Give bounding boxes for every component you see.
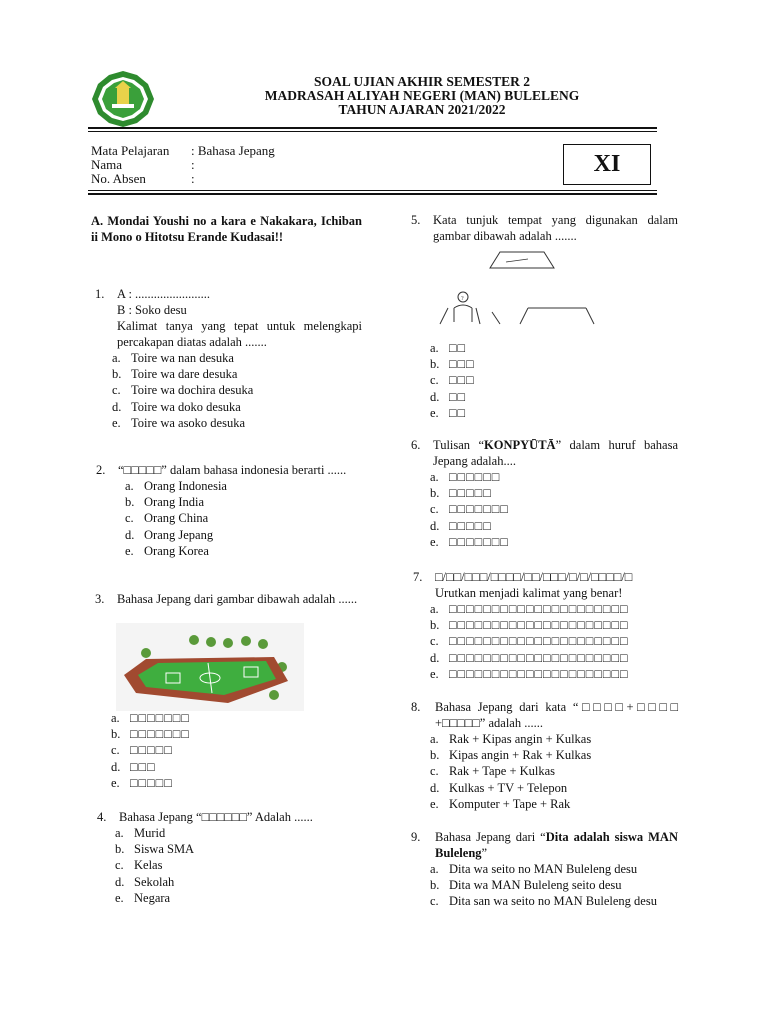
q7-word-list: □/□□/□□□/□□□□/□□/□□□/□/□/□□□□/□ (435, 570, 633, 584)
q8-option-d: d. Kulkas + TV + Telepon (430, 780, 568, 795)
header-title-1: SOAL UJIAN AKHIR SEMESTER 2 (313, 74, 531, 89)
q7-option-e: e. □□□□□□□□□□□□□□□□□□□□□ (430, 666, 629, 681)
label-no-absen: No. Absen (91, 171, 146, 186)
q9-text: Bahasa Jepang dari “Dita adalah siswa MAN Buleleng” (435, 830, 678, 860)
q1-option-d: d. Toire wa doko desuka (112, 399, 241, 414)
q8-options (430, 731, 678, 812)
header-title-3: TAHUN AJARAN 2021/2022 (338, 102, 506, 117)
q6-options (430, 469, 678, 550)
q4-options (115, 825, 362, 906)
q2-option-b: b. Orang India (125, 495, 205, 510)
q8-option-b: b. Kipas angin + Rak + Kulkas (430, 748, 592, 763)
q6-option-c: c. □□□□□□□ (430, 502, 509, 517)
q4-option-a: a. Murid (115, 826, 166, 840)
q5-option-b: b. □□□ (430, 357, 475, 372)
header-rule-thin (88, 131, 657, 132)
school-logo (90, 70, 156, 128)
header-title-2: MADRASAH ALIYAH NEGERI (MAN) BULELENG (264, 88, 580, 103)
q1-option-c: c. Toire wa dochira desuka (112, 383, 254, 398)
q4-option-b: b. Siswa SMA (115, 842, 195, 857)
q1-option-a: a. Toire wa nan desuka (112, 351, 234, 365)
question-5 (408, 212, 678, 244)
q6-option-e: e. □□□□□□□ (430, 534, 509, 549)
svg-text:?: ? (461, 296, 464, 302)
q7-number: 7. (413, 570, 423, 584)
q3-text: Bahasa Jepang dari gambar dibawah adalah ...... (117, 592, 358, 606)
q3-options (111, 710, 190, 791)
q5-option-a: a. □□ (430, 341, 467, 355)
q8-text: Bahasa Jepang dari kata “□□□□+□□□□ +□□□□□” adalah ...... (435, 700, 678, 730)
value-mata-pelajaran: : Bahasa Jepang (191, 143, 275, 158)
q4-text: Bahasa Jepang “□□□□□□” Adalah ...... (119, 810, 313, 824)
q9-number: 9. (411, 830, 421, 844)
q4-option-e: e. Negara (115, 890, 171, 905)
q9-option-a: a. Dita wa seito no MAN Buleleng desu (430, 862, 638, 876)
q1-text: Kalimat tanya yang tepat untuk melengkapi percakapan diatas adalah ....... (117, 319, 362, 349)
q8-option-e: e. Komputer + Tape + Rak (430, 796, 571, 811)
q2-option-e: e. Orang Korea (125, 543, 209, 558)
question-4 (91, 809, 362, 906)
q7-option-c: c. □□□□□□□□□□□□□□□□□□□□□ (430, 634, 629, 649)
q4-option-c: c. Kelas (115, 858, 163, 873)
q8-option-c: c. Rak + Tape + Kulkas (430, 764, 556, 779)
q3-option-a: a. □□□□□□□ (111, 711, 190, 725)
q1-option-b: b. Toire wa dare desuka (112, 367, 238, 382)
q3-option-c: c. □□□□□ (111, 743, 173, 758)
question-2 (91, 462, 362, 559)
q7-option-a: a. □□□□□□□□□□□□□□□□□□□□□ (430, 602, 629, 616)
q1-line-b: B : Soko desu (117, 303, 187, 317)
question-8 (408, 699, 678, 812)
q7-instruction: Urutkan menjadi kalimat yang benar! (435, 586, 623, 600)
q8-option-a: a. Rak + Kipas angin + Kulkas (430, 732, 592, 746)
q2-text: “□□□□□” dalam bahasa indonesia berarti ...... (118, 463, 347, 477)
q8-number: 8. (411, 700, 421, 714)
q1-number: 1. (95, 287, 105, 301)
stadium-image (116, 623, 304, 711)
q9-options (430, 861, 678, 910)
q7-option-b: b. □□□□□□□□□□□□□□□□□□□□□ (430, 618, 629, 633)
q9-option-c: c. Dita san wa seito no MAN Buleleng desu (430, 894, 657, 909)
q6-text: Tulisan “KONPYŪTĀ” dalam huruf bahasa Jepang adalah.... (433, 438, 678, 468)
info-rule-thin (88, 190, 657, 191)
q3-option-b: b. □□□□□□□ (111, 727, 190, 742)
q2-option-c: c. Orang China (125, 511, 209, 526)
question-1 (91, 286, 362, 431)
q5-option-d: d. □□ (430, 389, 467, 404)
question-9 (408, 829, 678, 910)
value-nama: : (191, 157, 195, 172)
section-a-instruction: A. Mondai Youshi no a kara e Nakakara, Ichiban ii Mono o Hitotsu Erande Kudasai!! (91, 214, 362, 244)
q5-option-e: e. □□ (430, 405, 467, 420)
q6-option-b: b. □□□□□ (430, 486, 492, 501)
q5-number: 5. (411, 213, 421, 227)
q2-option-a: a. Orang Indonesia (125, 479, 227, 493)
q6-option-a: a. □□□□□□ (430, 470, 501, 484)
value-no-absen: : (191, 171, 195, 186)
q5-option-c: c. □□□ (430, 373, 475, 388)
question-7 (408, 569, 678, 682)
q3-option-d: d. □□□ (111, 759, 156, 774)
q9-option-b: b. Dita wa MAN Buleleng seito desu (430, 878, 622, 893)
q7-option-d: d. □□□□□□□□□□□□□□□□□□□□□ (430, 650, 629, 665)
info-rule-thick (88, 193, 657, 195)
header-rule-thick (88, 127, 657, 129)
classroom-sketch (436, 246, 598, 328)
q5-options (430, 340, 475, 421)
q3-option-e: e. □□□□□ (111, 775, 173, 790)
q6-number: 6. (411, 438, 421, 452)
q1-options (112, 350, 362, 431)
label-mata-pelajaran: Mata Pelajaran (91, 143, 170, 158)
label-nama: Nama (91, 157, 123, 172)
q2-number: 2. (96, 463, 106, 477)
q4-number: 4. (97, 810, 107, 824)
q7-options (430, 601, 678, 682)
q1-option-e: e. Toire wa asoko desuka (112, 415, 246, 430)
q6-option-d: d. □□□□□ (430, 518, 492, 533)
q3-number: 3. (95, 592, 105, 606)
question-3 (91, 591, 362, 607)
q5-text: Kata tunjuk tempat yang digunakan dalam gambar dibawah adalah ....... (433, 213, 678, 243)
question-6 (408, 437, 678, 550)
q1-line-a: A : ........................ (117, 287, 211, 301)
class-box: XI (563, 144, 651, 185)
q2-options (125, 478, 362, 559)
q2-option-d: d. Orang Jepang (125, 527, 214, 542)
q4-option-d: d. Sekolah (115, 874, 175, 889)
